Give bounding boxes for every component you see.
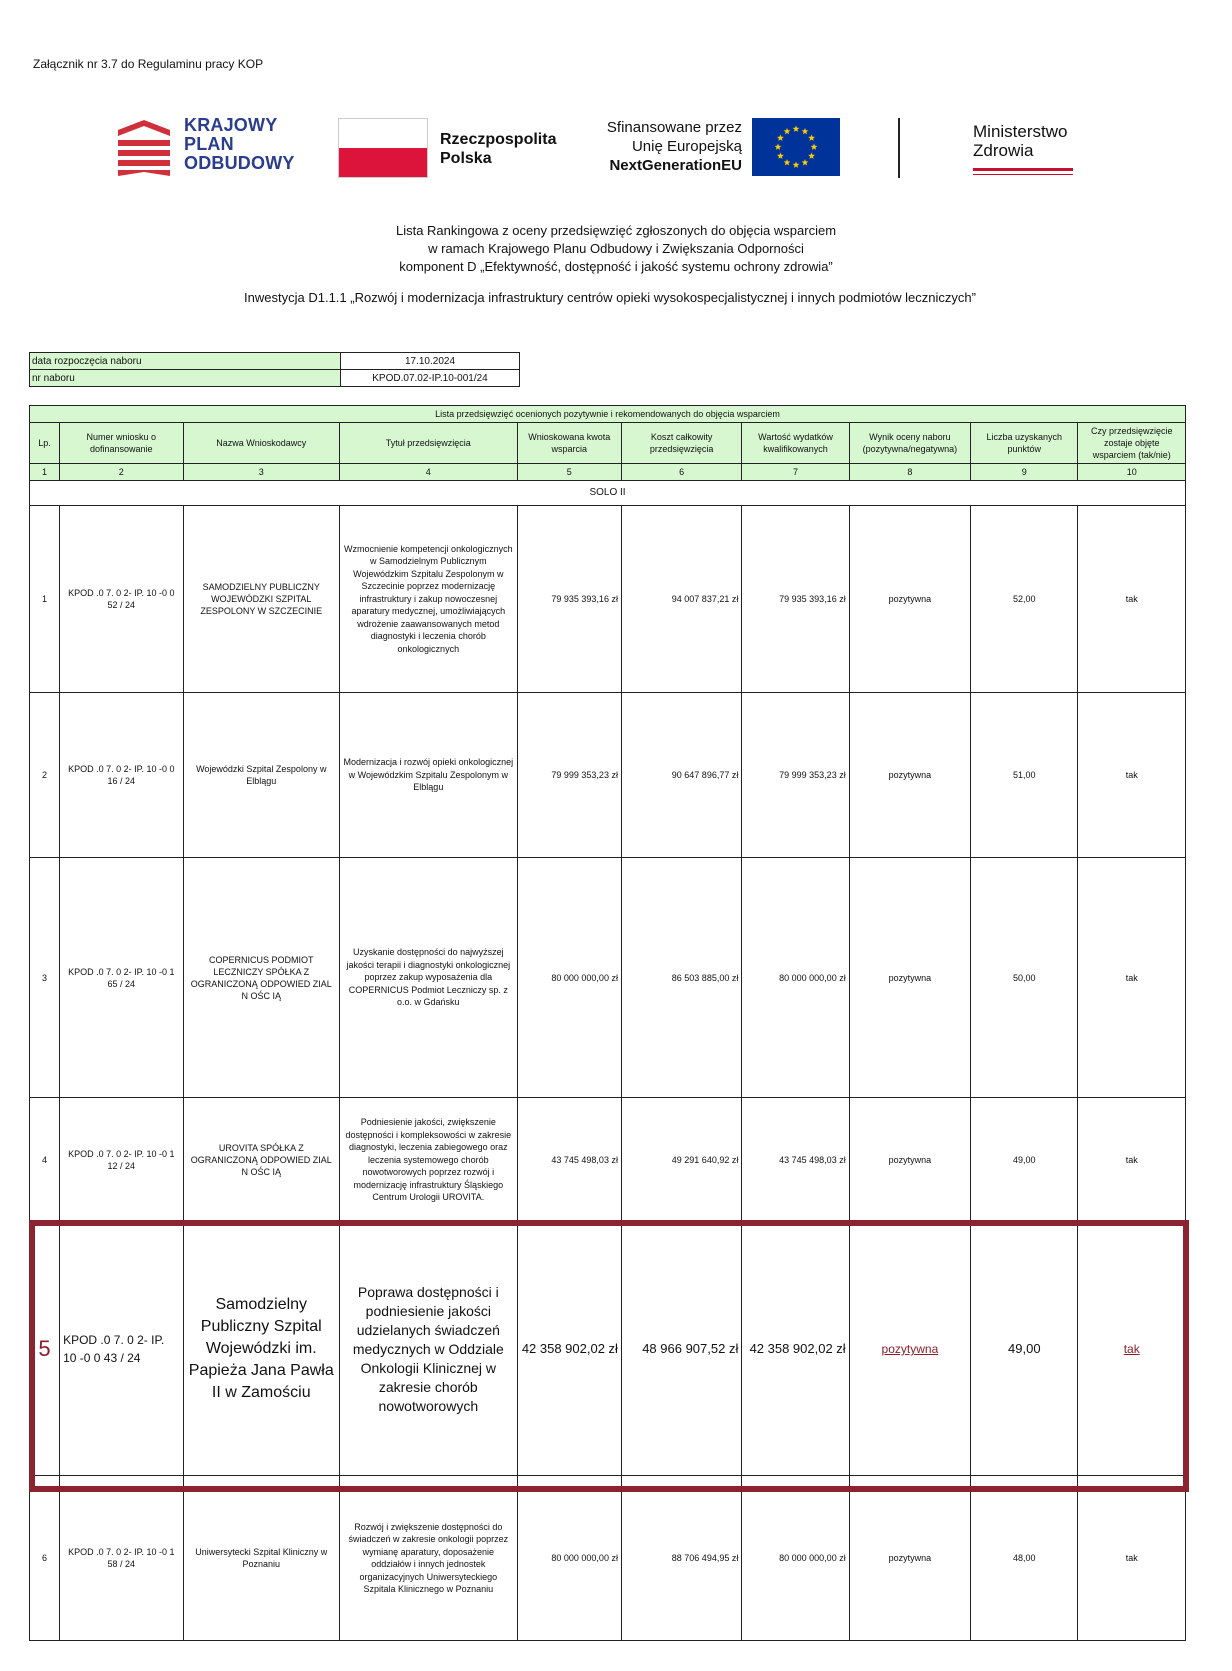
cell-support: tak — [1078, 1223, 1186, 1476]
table-row — [30, 693, 1186, 858]
table-body — [30, 506, 1186, 1641]
column-header: Czy przedsięwzięcie zostaje objęte wsparciem (tak/nie) — [1078, 423, 1186, 464]
info-row — [30, 353, 520, 370]
cell-title: Wzmocnienie kompetencji onkologicznych w Samodzielnym Publicznym Wojewódzkim Szpitalu Zespolonym w Szczecinie poprzez modernizację infrastruktury i zakup nowoczesnej aparatury medycznej, umożliwiających wdrożenie zaawansowanych metod diagnostyki i leczenia chorób onkologicznych — [340, 506, 518, 693]
cell-support: tak — [1078, 1476, 1186, 1641]
cell-support: tak — [1078, 693, 1186, 858]
cell-lp: 6 — [30, 1476, 60, 1641]
cell-eligible: 79 999 353,23 zł — [742, 693, 849, 858]
table-header-row — [30, 423, 1186, 464]
cell-total: 49 291 640,92 zł — [621, 1098, 741, 1223]
cell-support: tak — [1078, 506, 1186, 693]
rp-line-2: Polska — [440, 150, 492, 167]
kpo-line-2: PLAN — [184, 134, 234, 154]
cell-points: 49,00 — [971, 1223, 1078, 1476]
column-number: 2 — [60, 464, 183, 481]
cell-result: pozytywna — [849, 1098, 970, 1223]
section-row — [30, 481, 1186, 506]
eu-wordmark — [607, 118, 742, 175]
column-number: 6 — [621, 464, 741, 481]
cell-requested: 79 999 353,23 zł — [517, 693, 621, 858]
info-value: KPOD.07.02-IP.10-001/24 — [341, 370, 520, 387]
cell-points: 52,00 — [971, 506, 1078, 693]
cell-result: pozytywna — [849, 506, 970, 693]
logo-bar — [0, 112, 1232, 182]
eu-line-3: NextGenerationEU — [609, 157, 742, 174]
cell-title: Podniesienie jakości, zwiększenie dostępności i kompleksowości w zakresie diagnostyki, leczenia zabiegowego oraz leczenia systemowego chorób nowotworowych poprzez rozwój i modernizację infrastruktury Śląskiego Centrum Urologii UROVITA. — [340, 1098, 518, 1223]
column-header: Wynik oceny naboru (pozytywna/negatywna) — [849, 423, 970, 464]
heading-line-1: Lista Rankingowa z oceny przedsięwzięć zgłoszonych do objęcia wsparciem — [395, 223, 837, 238]
cell-total: 94 007 837,21 zł — [621, 506, 741, 693]
cell-eligible: 80 000 000,00 zł — [742, 1476, 849, 1641]
cell-requested: 43 745 498,03 zł — [517, 1098, 621, 1223]
cell-requested: 80 000 000,00 zł — [517, 1476, 621, 1641]
heading-line-2: w ramach Krajowego Planu Odbudowy i Zwiększania Odporności — [428, 241, 804, 256]
rp-wordmark — [440, 130, 556, 168]
call-info-table — [29, 352, 520, 387]
cell-requested: 42 358 902,02 zł — [517, 1223, 621, 1476]
cell-name: Samodzielny Publiczny Szpital Wojewódzki im. Papieża Jana Pawła II w Zamościu — [183, 1223, 340, 1476]
column-number: 9 — [971, 464, 1078, 481]
cell-result: pozytywna — [849, 1223, 970, 1476]
kpo-mark-icon — [118, 120, 170, 176]
cell-result: pozytywna — [849, 1476, 970, 1641]
cell-total: 90 647 896,77 zł — [621, 693, 741, 858]
column-number: 4 — [340, 464, 518, 481]
mz-wordmark — [973, 122, 1067, 160]
cell-num: KPOD .0 7. 0 2- IP. 10 -0 1 58 / 24 — [60, 1476, 183, 1641]
kpo-wordmark — [184, 116, 295, 173]
table-row — [30, 858, 1186, 1098]
ranking-table — [29, 405, 1186, 1641]
cell-requested: 80 000 000,00 zł — [517, 858, 621, 1098]
column-header: Wnioskowana kwota wsparcia — [517, 423, 621, 464]
table-row — [30, 506, 1186, 693]
mz-underline — [973, 168, 1073, 171]
info-row — [30, 370, 520, 387]
polish-flag-icon — [338, 118, 428, 178]
cell-eligible: 43 745 498,03 zł — [742, 1098, 849, 1223]
column-header: Koszt całkowity przedsięwzięcia — [621, 423, 741, 464]
cell-result: pozytywna — [849, 858, 970, 1098]
cell-title: Rozwój i zwiększenie dostępności do świadczeń w zakresie onkologii poprzez wymianę aparatury, doposażenie oddziałów i innych jednostek organizacyjnych Uniwersyteckiego Szpitala Klinicznego w Poznaniu — [340, 1476, 518, 1641]
eu-text-block — [590, 118, 742, 178]
cell-support: tak — [1078, 1098, 1186, 1223]
cell-eligible: 80 000 000,00 zł — [742, 858, 849, 1098]
column-number: 3 — [183, 464, 340, 481]
cell-requested: 79 935 393,16 zł — [517, 506, 621, 693]
rp-line-1: Rzeczpospolita — [440, 131, 557, 148]
cell-lp: 1 — [30, 506, 60, 693]
kpo-line-3: ODBUDOWY — [184, 153, 295, 173]
cell-title: Poprawa dostępności i podniesienie jakości udzielanych świadczeń medycznych w Oddziale Onkologii Klinicznej w zakresie chorób nowotworowych — [340, 1223, 518, 1476]
eu-line-1: Sfinansowane przez — [606, 119, 742, 136]
column-header: Wartość wydatków kwalifikowanych — [742, 423, 849, 464]
cell-num: KPOD .0 7. 0 2- IP. 10 -0 1 12 / 24 — [60, 1098, 183, 1223]
heading-line-3: komponent D „Efektywność, dostępność i jakość systemu ochrony zdrowia” — [399, 259, 833, 274]
cell-name: Uniwersytecki Szpital Kliniczny w Poznaniu — [183, 1476, 340, 1641]
table-caption: Lista przedsięwzięć ocenionych pozytywnie i rekomendowanych do objęcia wsparciem — [30, 406, 1186, 423]
annex-label: Załącznik nr 3.7 do Regulaminu pracy KOP — [33, 57, 264, 71]
logo-divider — [898, 118, 900, 178]
column-number: 7 — [742, 464, 849, 481]
info-key: nr naboru — [30, 370, 341, 387]
column-number: 10 — [1078, 464, 1186, 481]
kpo-line-1: KRAJOWY — [184, 115, 278, 135]
column-number: 5 — [517, 464, 621, 481]
info-value: 17.10.2024 — [341, 353, 520, 370]
cell-points: 51,00 — [971, 693, 1078, 858]
cell-title: Uzyskanie dostępności do najwyższej jakości terapii i diagnostyki onkologicznej poprzez zakup wyposażenia dla COPERNICUS Podmiot Leczniczy sp. z o.o. w Gdańsku — [340, 858, 518, 1098]
cell-num: KPOD .0 7. 0 2- IP. 10 -0 0 52 / 24 — [60, 506, 183, 693]
cell-points: 48,00 — [971, 1476, 1078, 1641]
cell-lp: 5 — [30, 1223, 60, 1476]
cell-lp: 4 — [30, 1098, 60, 1223]
column-number: 8 — [849, 464, 970, 481]
table-caption-row — [30, 406, 1186, 423]
table-row — [30, 1223, 1186, 1476]
info-key: data rozpoczęcia naboru — [30, 353, 341, 370]
column-header: Tytuł przedsięwzięcia — [340, 423, 518, 464]
mz-line-2: Zdrowia — [973, 141, 1034, 160]
mz-line-1: Ministerstwo — [973, 122, 1068, 141]
document-heading — [0, 222, 1232, 276]
cell-support: tak — [1078, 858, 1186, 1098]
cell-total: 86 503 885,00 zł — [621, 858, 741, 1098]
section-label: SOLO II — [30, 481, 1186, 506]
column-header: Nazwa Wnioskodawcy — [183, 423, 340, 464]
cell-name: SAMODZIELNY PUBLICZNY WOJEWÓDZKI SZPITAL ZESPOLONY W SZCZECINIE — [183, 506, 340, 693]
mz-underline-thin — [973, 174, 1073, 175]
cell-points: 49,00 — [971, 1098, 1078, 1223]
cell-result: pozytywna — [849, 693, 970, 858]
cell-eligible: 79 935 393,16 zł — [742, 506, 849, 693]
cell-name: Wojewódzki Szpital Zespolony w Elblągu — [183, 693, 340, 858]
table-row — [30, 1476, 1186, 1641]
column-number: 1 — [30, 464, 60, 481]
investment-title: Inwestycja D1.1.1 „Rozwój i modernizacja infrastruktury centrów opieki wysokospecjalistycznej i innych podmiotów leczniczych” — [244, 290, 976, 305]
cell-total: 88 706 494,95 zł — [621, 1476, 741, 1641]
cell-lp: 3 — [30, 858, 60, 1098]
column-header: Lp. — [30, 423, 60, 464]
cell-num: KPOD .0 7. 0 2- IP. 10 -0 0 16 / 24 — [60, 693, 183, 858]
eu-flag-icon — [752, 118, 840, 176]
column-number-row — [30, 464, 1186, 481]
cell-name: COPERNICUS PODMIOT LECZNICZY SPÓŁKA Z OGRANICZONĄ ODPOWIED ZIAL N OŚC IĄ — [183, 858, 340, 1098]
cell-total: 48 966 907,52 zł — [621, 1223, 741, 1476]
eu-line-2: Unię Europejską — [631, 138, 742, 155]
column-header: Liczba uzyskanych punktów — [971, 423, 1078, 464]
cell-points: 50,00 — [971, 858, 1078, 1098]
column-header: Numer wniosku o dofinansowanie — [60, 423, 183, 464]
cell-num: KPOD .0 7. 0 2- IP. 10 -0 1 65 / 24 — [60, 858, 183, 1098]
cell-num: KPOD .0 7. 0 2- IP. 10 -0 0 43 / 24 — [60, 1223, 183, 1476]
cell-eligible: 42 358 902,02 zł — [742, 1223, 849, 1476]
table-row — [30, 1098, 1186, 1223]
cell-name: UROVITA SPÓŁKA Z OGRANICZONĄ ODPOWIED ZIAL N OŚC IĄ — [183, 1098, 340, 1223]
cell-lp: 2 — [30, 693, 60, 858]
cell-title: Modernizacja i rozwój opieki onkologicznej w Wojewódzkim Szpitalu Zespolonym w Elblągu — [340, 693, 518, 858]
